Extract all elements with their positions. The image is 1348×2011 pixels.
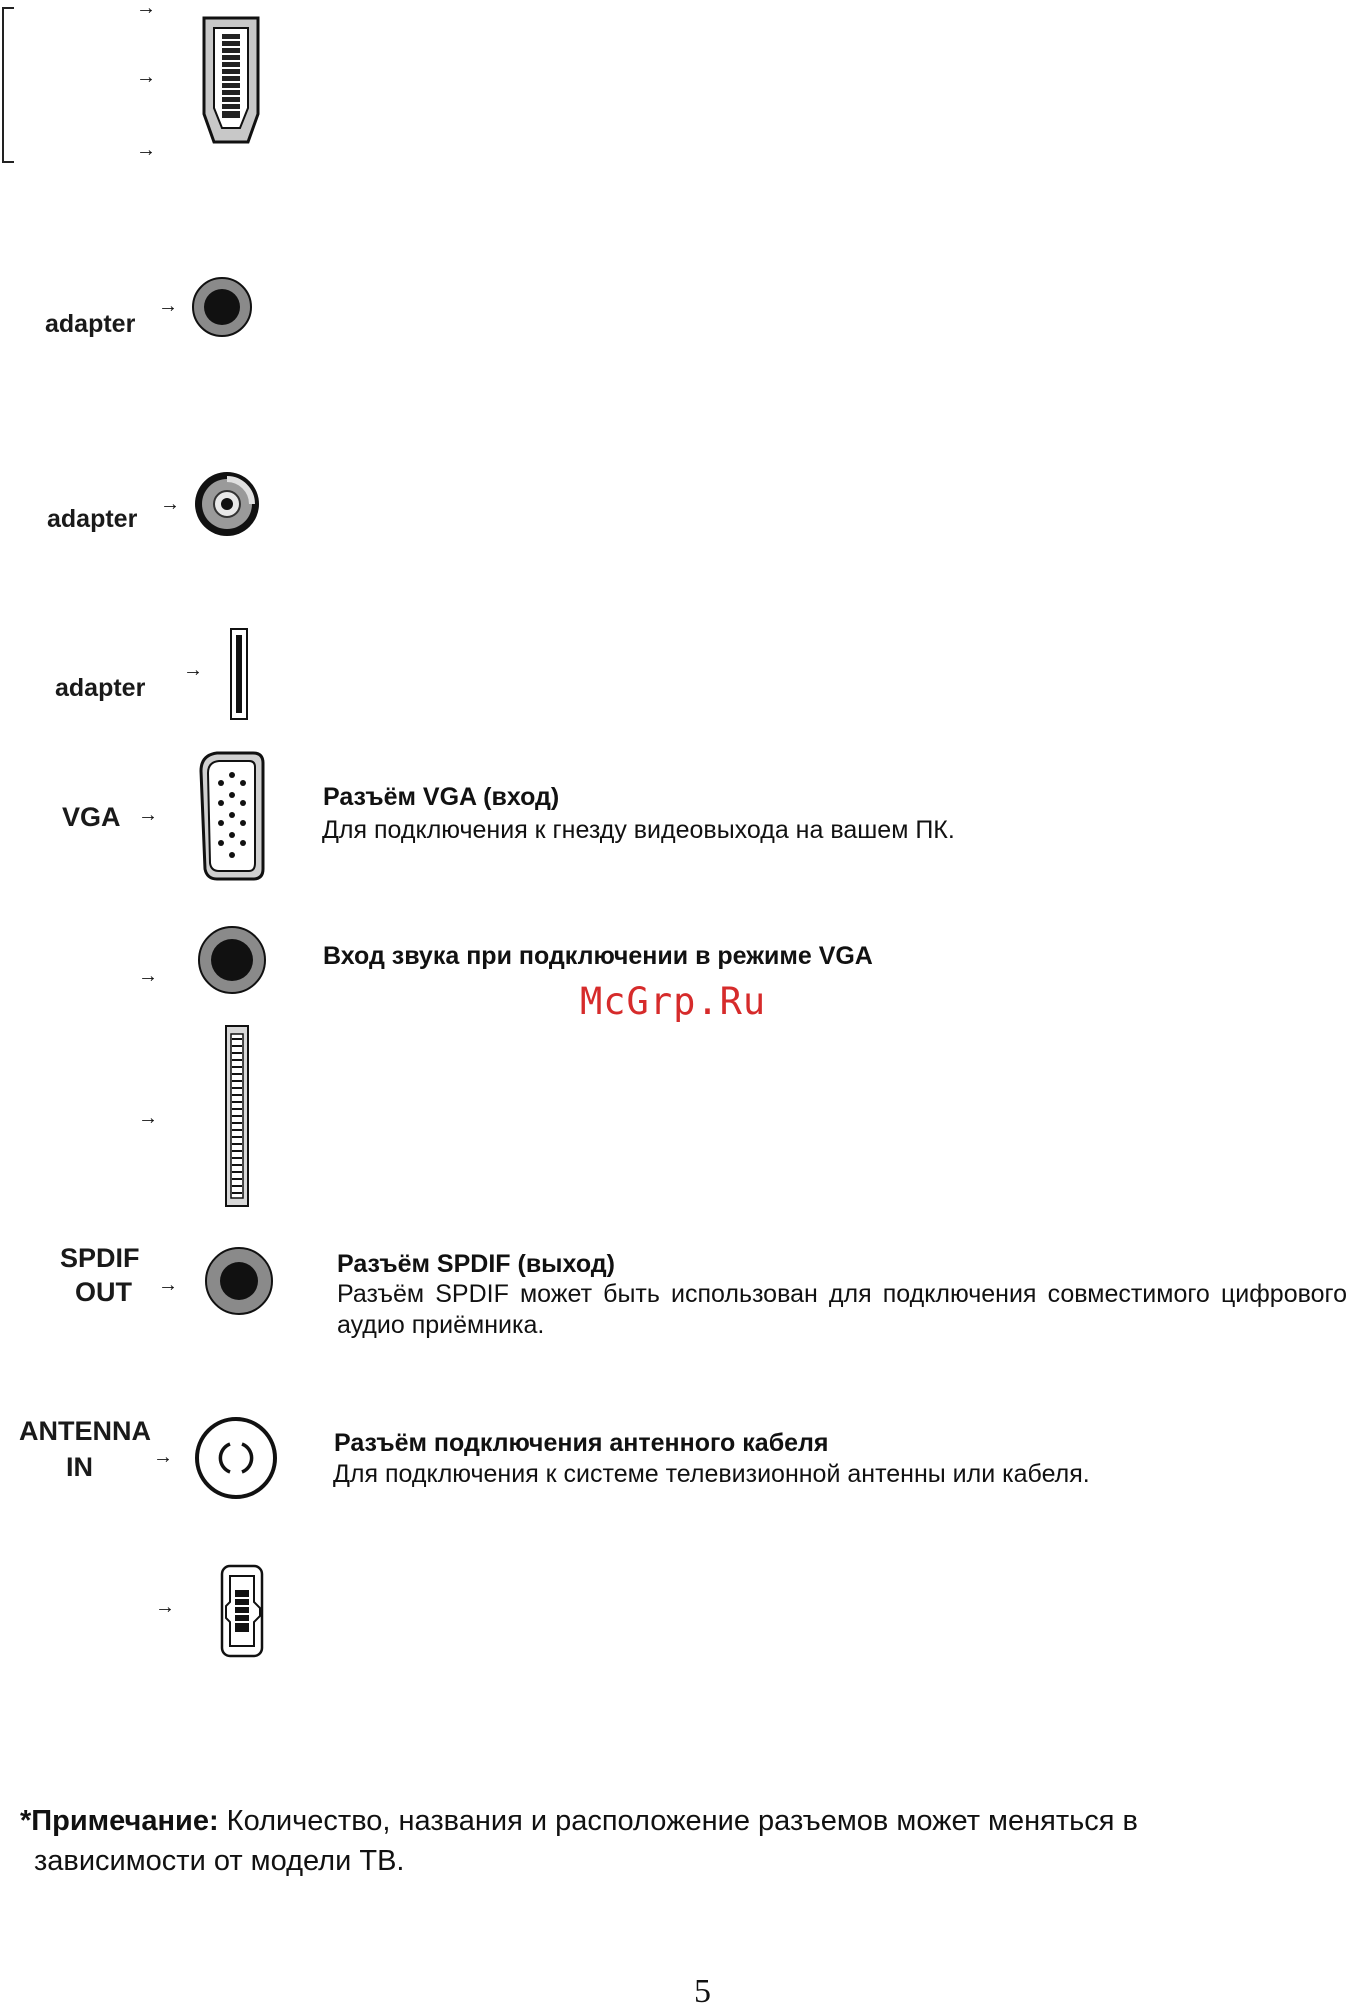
scart-port-icon [224, 1024, 252, 1209]
arrow-hdmi-3: → [136, 139, 156, 161]
vga-port-icon [199, 751, 269, 886]
spdif-title: Разъём SPDIF (выход) [337, 1250, 615, 1278]
arrow-adapter-2: → [160, 493, 180, 515]
arrow-spdif: → [158, 1274, 178, 1296]
antenna-description: Для подключения к системе телевизионной антенны или кабеля. [333, 1460, 1090, 1488]
page-number: 5 [694, 1973, 711, 2010]
arrow-pc-audio: → [138, 965, 158, 987]
antenna-label-line1: ANTENNA [19, 1416, 151, 1446]
arrow-adapter-3: → [183, 659, 203, 681]
vga-title: Разъём VGA (вход) [323, 783, 560, 811]
spdif-label-line2: OUT [75, 1277, 132, 1307]
pc-audio-title: Вход звука при подключении в режиме VGA [323, 942, 873, 970]
note-text: Количество, названия и расположение разъемов может меняться в [218, 1805, 1138, 1837]
note-line-1 [20, 1801, 1138, 1841]
vga-label: VGA [62, 802, 121, 832]
arrow-vga: → [138, 804, 158, 826]
note-prefix: *Примечание: [20, 1805, 219, 1837]
spdif-label-line1: SPDIF [60, 1243, 140, 1273]
component-slot-icon [229, 627, 251, 722]
arrow-hdmi-1: → [136, 0, 156, 19]
antenna-label-line2: IN [66, 1452, 93, 1482]
spdif-jack-icon [204, 1246, 276, 1318]
arrow-adapter-1: → [158, 295, 178, 317]
note-line-2: зависимости от модели ТВ. [34, 1845, 405, 1877]
arrow-antenna: → [153, 1446, 173, 1468]
arrow-hdmi-2: → [136, 66, 156, 88]
adapter-label-1: adapter [45, 310, 136, 338]
usb-port-icon [220, 1564, 266, 1660]
antenna-title: Разъём подключения антенного кабеля [334, 1429, 829, 1457]
adapter-label-2: adapter [47, 505, 138, 533]
spdif-description: Разъём SPDIF может быть использован для подключения совместимого цифрового аудио приёмника. [337, 1280, 1347, 1339]
hdmi-group-bracket [0, 0, 20, 165]
antenna-port-icon [194, 1416, 280, 1502]
adapter-label-3: adapter [55, 674, 146, 702]
arrow-scart: → [138, 1107, 158, 1129]
hdmi-port-icon [196, 16, 266, 146]
mini-av-jack-icon [191, 276, 255, 340]
arrow-usb: → [155, 1596, 175, 1618]
pc-audio-jack-icon [197, 925, 269, 997]
watermark-text: McGrp.Ru [580, 980, 767, 1023]
rca-jack-icon [193, 470, 263, 540]
vga-description: Для подключения к гнезду видеовыхода на вашем ПК. [322, 816, 955, 844]
